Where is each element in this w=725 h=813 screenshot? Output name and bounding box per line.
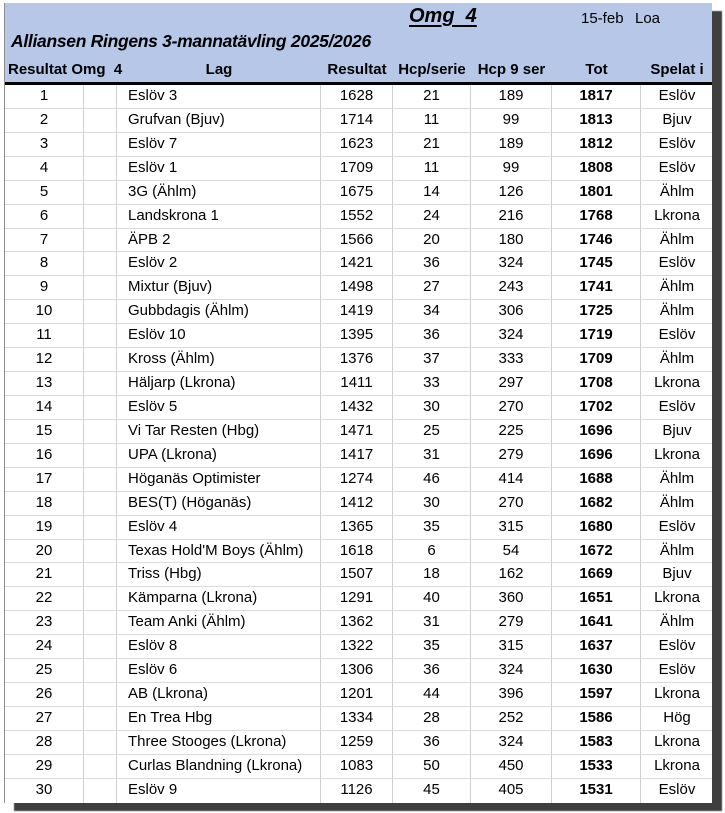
- cell-spelat-i: Eslöv: [658, 326, 696, 344]
- cell-rank: 9: [5, 276, 84, 299]
- cell-spelat-i: Eslöv: [658, 517, 696, 535]
- cell-spacer: [84, 420, 117, 443]
- cell-spacer: [84, 755, 117, 778]
- cell-team: Gubbdagis (Ählm): [117, 300, 321, 323]
- cell-tot: 1672: [552, 540, 641, 563]
- cell-resultat: 1675: [321, 181, 393, 204]
- column-header-resultat-omg: Resultat Omg 4: [8, 60, 123, 78]
- cell-spelat-i: Eslöv: [658, 780, 696, 798]
- cell-spelat-i: Ählm: [659, 493, 695, 511]
- cell-tot: 1586: [552, 707, 641, 730]
- table-row: [5, 324, 712, 348]
- date-label: 15-feb: [581, 10, 624, 27]
- cell-hcp-9-ser: 180: [471, 229, 552, 252]
- cell-rank: 12: [5, 348, 84, 371]
- cell-resultat: 1412: [321, 492, 393, 515]
- cell-hcp-9-ser: 279: [471, 444, 552, 467]
- cell-resultat: 1507: [321, 563, 393, 586]
- cell-team: Grufvan (Bjuv): [117, 109, 321, 132]
- cell-spacer: [84, 252, 117, 275]
- cell-team: Eslöv 6: [117, 659, 321, 682]
- cell-team: Eslöv 4: [117, 516, 321, 539]
- cell-spacer: [84, 492, 117, 515]
- cell-tot: 1533: [552, 755, 641, 778]
- table-row: [5, 563, 712, 587]
- cell-spelat-i: Lkrona: [654, 685, 700, 703]
- cell-tot: 1719: [552, 324, 641, 347]
- table-row: [5, 635, 712, 659]
- table-row: [5, 157, 712, 181]
- cell-spacer: [84, 300, 117, 323]
- cell-rank: 4: [5, 157, 84, 180]
- cell-rank: 26: [5, 683, 84, 706]
- cell-hcp-serie: 30: [393, 492, 471, 515]
- cell-hcp-9-ser: 162: [471, 563, 552, 586]
- cell-rank: 20: [5, 540, 84, 563]
- cell-tot: 1708: [552, 372, 641, 395]
- cell-rank: 7: [5, 229, 84, 252]
- cell-hcp-serie: 37: [393, 348, 471, 371]
- cell-resultat: 1618: [321, 540, 393, 563]
- cell-hcp-serie: 6: [393, 540, 471, 563]
- cell-resultat: 1376: [321, 348, 393, 371]
- cell-resultat: 1083: [321, 755, 393, 778]
- column-header-hcp-9-ser: Hcp 9 ser: [477, 60, 546, 78]
- cell-resultat: 1552: [321, 205, 393, 228]
- cell-team: Eslöv 7: [117, 133, 321, 156]
- cell-resultat: 1623: [321, 133, 393, 156]
- cell-spelat-i: Eslöv: [658, 134, 696, 152]
- cell-spelat-i: Eslöv: [658, 254, 696, 272]
- cell-spacer: [84, 205, 117, 228]
- cell-hcp-serie: 28: [393, 707, 471, 730]
- table-row: [5, 468, 712, 492]
- cell-team: Eslöv 10: [117, 324, 321, 347]
- cell-team: Mixtur (Bjuv): [117, 276, 321, 299]
- cell-tot: 1597: [552, 683, 641, 706]
- cell-resultat: 1471: [321, 420, 393, 443]
- column-header-row: [5, 56, 712, 82]
- cell-resultat: 1322: [321, 635, 393, 658]
- cell-spacer: [84, 85, 117, 108]
- cell-spacer: [84, 587, 117, 610]
- table-row: [5, 205, 712, 229]
- table-row: [5, 755, 712, 779]
- cell-rank: 19: [5, 516, 84, 539]
- cell-spelat-i: Eslöv: [658, 661, 696, 679]
- cell-rank: 2: [5, 109, 84, 132]
- cell-hcp-9-ser: 189: [471, 133, 552, 156]
- cell-tot: 1702: [552, 396, 641, 419]
- cell-spacer: [84, 468, 117, 491]
- cell-hcp-9-ser: 297: [471, 372, 552, 395]
- cell-hcp-9-ser: 270: [471, 492, 552, 515]
- cell-resultat: 1259: [321, 731, 393, 754]
- cell-hcp-serie: 14: [393, 181, 471, 204]
- cell-resultat: 1421: [321, 252, 393, 275]
- table-row: [5, 492, 712, 516]
- table-row: [5, 109, 712, 133]
- author-initials: Loa: [635, 10, 661, 27]
- cell-rank: 30: [5, 779, 84, 803]
- cell-spacer: [84, 181, 117, 204]
- cell-spelat-i: Eslöv: [658, 87, 696, 104]
- cell-spelat-i: Ählm: [659, 302, 695, 320]
- cell-hcp-9-ser: 360: [471, 587, 552, 610]
- table-row: [5, 372, 712, 396]
- cell-spacer: [84, 372, 117, 395]
- cell-rank: 13: [5, 372, 84, 395]
- cell-resultat: 1291: [321, 587, 393, 610]
- cell-resultat: 1419: [321, 300, 393, 323]
- cell-spacer: [84, 563, 117, 586]
- cell-team: Vi Tar Resten (Hbg): [117, 420, 321, 443]
- cell-hcp-9-ser: 279: [471, 611, 552, 634]
- cell-hcp-serie: 35: [393, 635, 471, 658]
- cell-hcp-serie: 34: [393, 300, 471, 323]
- cell-hcp-serie: 21: [393, 85, 471, 108]
- cell-tot: 1746: [552, 229, 641, 252]
- cell-team: UPA (Lkrona): [117, 444, 321, 467]
- cell-hcp-9-ser: 270: [471, 396, 552, 419]
- table-row: [5, 85, 712, 109]
- cell-team: BES(T) (Höganäs): [117, 492, 321, 515]
- cell-spacer: [84, 659, 117, 682]
- cell-team: Team Anki (Ählm): [117, 611, 321, 634]
- cell-team: Kämparna (Lkrona): [117, 587, 321, 610]
- cell-spacer: [84, 444, 117, 467]
- cell-spelat-i: Lkrona: [654, 589, 700, 607]
- table-row: [5, 516, 712, 540]
- table-row: [5, 444, 712, 468]
- cell-resultat: 1274: [321, 468, 393, 491]
- cell-spelat-i: Ählm: [659, 469, 695, 487]
- cell-spelat-i: Ählm: [659, 613, 695, 631]
- cell-hcp-9-ser: 216: [471, 205, 552, 228]
- cell-hcp-9-ser: 333: [471, 348, 552, 371]
- cell-spelat-i: Eslöv: [658, 158, 696, 176]
- cell-team: Triss (Hbg): [117, 563, 321, 586]
- cell-hcp-serie: 21: [393, 133, 471, 156]
- cell-tot: 1641: [552, 611, 641, 634]
- cell-spelat-i: Ählm: [659, 182, 695, 200]
- sheet-header: [5, 3, 712, 82]
- cell-hcp-9-ser: 243: [471, 276, 552, 299]
- cell-tot: 1725: [552, 300, 641, 323]
- cell-resultat: 1395: [321, 324, 393, 347]
- cell-spacer: [84, 516, 117, 539]
- cell-hcp-serie: 33: [393, 372, 471, 395]
- cell-rank: 29: [5, 755, 84, 778]
- cell-rank: 28: [5, 731, 84, 754]
- cell-resultat: 1417: [321, 444, 393, 467]
- cell-spelat-i: Bjuv: [662, 110, 692, 128]
- cell-hcp-serie: 50: [393, 755, 471, 778]
- cell-team: Häljarp (Lkrona): [117, 372, 321, 395]
- cell-resultat: 1365: [321, 516, 393, 539]
- table-row: [5, 587, 712, 611]
- table-row: [5, 252, 712, 276]
- cell-team: Eslöv 5: [117, 396, 321, 419]
- cell-resultat: 1334: [321, 707, 393, 730]
- results-sheet: [4, 3, 712, 803]
- cell-spelat-i: Ählm: [659, 230, 695, 248]
- cell-rank: 23: [5, 611, 84, 634]
- cell-hcp-serie: 36: [393, 324, 471, 347]
- cell-tot: 1696: [552, 444, 641, 467]
- table-body: [5, 85, 712, 803]
- cell-hcp-9-ser: 306: [471, 300, 552, 323]
- cell-hcp-serie: 35: [393, 516, 471, 539]
- cell-spacer: [84, 348, 117, 371]
- cell-tot: 1651: [552, 587, 641, 610]
- round-label: Omg 4: [409, 5, 477, 27]
- cell-hcp-serie: 31: [393, 611, 471, 634]
- cell-hcp-9-ser: 252: [471, 707, 552, 730]
- cell-hcp-9-ser: 450: [471, 755, 552, 778]
- cell-tot: 1709: [552, 348, 641, 371]
- cell-team: Kross (Ählm): [117, 348, 321, 371]
- table-row: [5, 348, 712, 372]
- cell-team: AB (Lkrona): [117, 683, 321, 706]
- cell-tot: 1680: [552, 516, 641, 539]
- cell-rank: 14: [5, 396, 84, 419]
- cell-spacer: [84, 109, 117, 132]
- competition-title: Alliansen Ringens 3-mannatävling 2025/2026: [11, 31, 371, 51]
- cell-tot: 1801: [552, 181, 641, 204]
- cell-hcp-serie: 24: [393, 205, 471, 228]
- cell-hcp-9-ser: 225: [471, 420, 552, 443]
- cell-hcp-9-ser: 99: [471, 157, 552, 180]
- cell-tot: 1813: [552, 109, 641, 132]
- cell-tot: 1669: [552, 563, 641, 586]
- table-row: [5, 300, 712, 324]
- cell-hcp-9-ser: 99: [471, 109, 552, 132]
- cell-tot: 1688: [552, 468, 641, 491]
- cell-rank: 21: [5, 563, 84, 586]
- cell-tot: 1817: [552, 85, 641, 108]
- cell-spelat-i: Lkrona: [654, 374, 700, 392]
- table-row: [5, 731, 712, 755]
- cell-rank: 17: [5, 468, 84, 491]
- cell-hcp-9-ser: 396: [471, 683, 552, 706]
- cell-spelat-i: Ählm: [659, 278, 695, 296]
- cell-spelat-i: Bjuv: [662, 421, 692, 439]
- cell-spelat-i: Eslöv: [658, 637, 696, 655]
- cell-resultat: 1362: [321, 611, 393, 634]
- cell-tot: 1768: [552, 205, 641, 228]
- cell-spacer: [84, 324, 117, 347]
- table-row: [5, 276, 712, 300]
- cell-tot: 1583: [552, 731, 641, 754]
- cell-spacer: [84, 276, 117, 299]
- cell-spelat-i: Ählm: [659, 541, 695, 559]
- cell-spacer: [84, 779, 117, 803]
- cell-hcp-9-ser: 324: [471, 731, 552, 754]
- cell-rank: 6: [5, 205, 84, 228]
- cell-hcp-9-ser: 315: [471, 516, 552, 539]
- cell-team: Landskrona 1: [117, 205, 321, 228]
- cell-hcp-9-ser: 54: [471, 540, 552, 563]
- cell-resultat: 1411: [321, 372, 393, 395]
- cell-hcp-9-ser: 189: [471, 85, 552, 108]
- table-row: [5, 779, 712, 803]
- cell-hcp-9-ser: 315: [471, 635, 552, 658]
- cell-spacer: [84, 540, 117, 563]
- cell-hcp-serie: 11: [393, 109, 471, 132]
- cell-spacer: [84, 396, 117, 419]
- table-row: [5, 540, 712, 564]
- cell-rank: 5: [5, 181, 84, 204]
- cell-tot: 1637: [552, 635, 641, 658]
- cell-tot: 1696: [552, 420, 641, 443]
- cell-hcp-serie: 18: [393, 563, 471, 586]
- cell-team: Three Stooges (Lkrona): [117, 731, 321, 754]
- cell-tot: 1808: [552, 157, 641, 180]
- cell-tot: 1531: [552, 779, 641, 803]
- cell-spelat-i: Lkrona: [654, 445, 700, 463]
- cell-spacer: [84, 683, 117, 706]
- cell-resultat: 1201: [321, 683, 393, 706]
- cell-team: Texas Hold'M Boys (Ählm): [117, 540, 321, 563]
- table-row: [5, 133, 712, 157]
- cell-hcp-9-ser: 414: [471, 468, 552, 491]
- cell-hcp-serie: 45: [393, 779, 471, 803]
- cell-rank: 16: [5, 444, 84, 467]
- table-row: [5, 181, 712, 205]
- cell-hcp-serie: 30: [393, 396, 471, 419]
- cell-spacer: [84, 133, 117, 156]
- cell-hcp-serie: 40: [393, 587, 471, 610]
- cell-hcp-serie: 36: [393, 252, 471, 275]
- cell-hcp-serie: 36: [393, 659, 471, 682]
- table-row: [5, 396, 712, 420]
- cell-team: En Trea Hbg: [117, 707, 321, 730]
- column-header-resultat: Resultat: [327, 60, 387, 78]
- cell-resultat: 1714: [321, 109, 393, 132]
- cell-tot: 1745: [552, 252, 641, 275]
- cell-rank: 3: [5, 133, 84, 156]
- cell-spelat-i: Lkrona: [654, 206, 700, 224]
- cell-team: Eslöv 9: [117, 779, 321, 803]
- cell-resultat: 1709: [321, 157, 393, 180]
- table-row: [5, 420, 712, 444]
- column-header-lag: Lag: [205, 60, 233, 78]
- cell-team: Höganäs Optimister: [117, 468, 321, 491]
- cell-resultat: 1126: [321, 779, 393, 803]
- cell-team: Curlas Blandning (Lkrona): [117, 755, 321, 778]
- cell-team: ÄPB 2: [117, 229, 321, 252]
- cell-rank: 10: [5, 300, 84, 323]
- cell-tot: 1682: [552, 492, 641, 515]
- cell-spacer: [84, 157, 117, 180]
- cell-spacer: [84, 731, 117, 754]
- cell-rank: 27: [5, 707, 84, 730]
- cell-spacer: [84, 707, 117, 730]
- table-row: [5, 229, 712, 253]
- cell-spacer: [84, 229, 117, 252]
- column-header-hcp-serie: Hcp/serie: [398, 60, 466, 78]
- cell-spacer: [84, 635, 117, 658]
- cell-hcp-serie: 27: [393, 276, 471, 299]
- cell-hcp-9-ser: 405: [471, 779, 552, 803]
- cell-hcp-serie: 25: [393, 420, 471, 443]
- cell-hcp-9-ser: 324: [471, 659, 552, 682]
- cell-spelat-i: Ählm: [659, 350, 695, 368]
- table-row: [5, 659, 712, 683]
- cell-hcp-serie: 36: [393, 731, 471, 754]
- cell-team: Eslöv 2: [117, 252, 321, 275]
- cell-spelat-i: Eslöv: [658, 397, 696, 415]
- cell-rank: 24: [5, 635, 84, 658]
- cell-tot: 1630: [552, 659, 641, 682]
- cell-team: Eslöv 1: [117, 157, 321, 180]
- cell-resultat: 1432: [321, 396, 393, 419]
- cell-hcp-serie: 31: [393, 444, 471, 467]
- cell-spelat-i: Lkrona: [654, 732, 700, 750]
- table-row: [5, 611, 712, 635]
- cell-team: Eslöv 8: [117, 635, 321, 658]
- cell-tot: 1812: [552, 133, 641, 156]
- cell-team: Eslöv 3: [117, 85, 321, 108]
- cell-hcp-serie: 46: [393, 468, 471, 491]
- cell-rank: 8: [5, 252, 84, 275]
- cell-resultat: 1306: [321, 659, 393, 682]
- column-header-spelat-i: Spelat i: [650, 60, 704, 78]
- cell-rank: 22: [5, 587, 84, 610]
- cell-resultat: 1498: [321, 276, 393, 299]
- cell-spacer: [84, 611, 117, 634]
- column-header-tot: Tot: [585, 60, 608, 78]
- cell-rank: 1: [5, 85, 84, 108]
- cell-hcp-9-ser: 324: [471, 324, 552, 347]
- cell-rank: 11: [5, 324, 84, 347]
- cell-hcp-9-ser: 126: [471, 181, 552, 204]
- cell-spelat-i: Lkrona: [654, 756, 700, 774]
- cell-rank: 25: [5, 659, 84, 682]
- cell-tot: 1741: [552, 276, 641, 299]
- cell-hcp-9-ser: 324: [471, 252, 552, 275]
- cell-resultat: 1628: [321, 85, 393, 108]
- cell-hcp-serie: 20: [393, 229, 471, 252]
- cell-hcp-serie: 44: [393, 683, 471, 706]
- table-row: [5, 707, 712, 731]
- cell-spelat-i: Bjuv: [662, 565, 692, 583]
- cell-spelat-i: Hög: [663, 708, 691, 726]
- cell-rank: 15: [5, 420, 84, 443]
- table-row: [5, 683, 712, 707]
- cell-rank: 18: [5, 492, 84, 515]
- cell-team: 3G (Ählm): [117, 181, 321, 204]
- cell-hcp-serie: 11: [393, 157, 471, 180]
- cell-resultat: 1566: [321, 229, 393, 252]
